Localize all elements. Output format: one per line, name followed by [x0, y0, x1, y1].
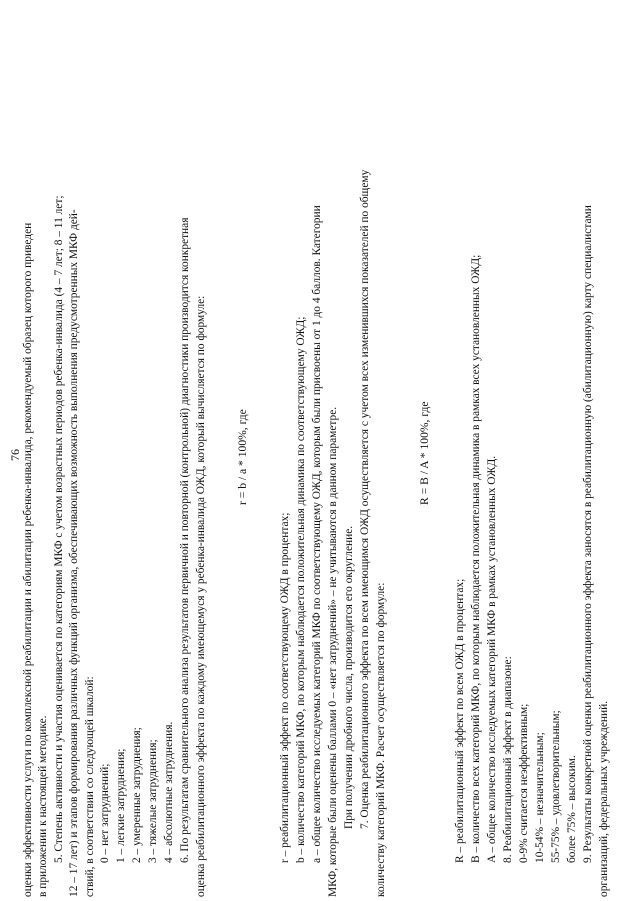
text-line: 1 – легкие затруднения; — [115, 748, 127, 863]
text-line: 7. Оценка реабилитационного эффекта по всем имеющимся ОЖД осуществляется с учетом всех изменившихся показателей по общему — [359, 169, 371, 829]
text-line: 3 – тяжелые затруднения; — [147, 739, 159, 863]
text-line: R – реабилитационный эффект по всем ОЖД в процентах; — [454, 578, 466, 863]
text-line: более 75% – высоким. — [566, 755, 578, 863]
text-line: 6. По результатам сравнительного анализа результатов первичной и повторной (контрольной) диагностики производится конкретная — [179, 217, 191, 863]
text-line: b – количество категорий МКФ, по которым наблюдается положительная динамика по соответствующему ОЖД; — [295, 316, 307, 863]
text-line: 5. Степень активности и участия оценивается по категориям МКФ с учетом возрастных периодов ребенка-инвалида (4 – 7 лет; 8 – 11 лет; — [53, 195, 65, 863]
page-number: 76 — [8, 449, 22, 461]
text-line: количеству категорий МКФ. Расчет осуществляется по формуле: — [375, 582, 387, 897]
text-line: 4 – абсолютные затруднения. — [163, 721, 175, 863]
formula-r: r = b / a * 100%, где — [236, 409, 249, 505]
text-line: МКФ, которые были оценены баллами 0 – «нет затруднений» – не учитываются в данном параметре. — [327, 406, 339, 897]
text-line: организаций, федеральных учреждений. — [598, 700, 610, 897]
text-line: A – общее количество исследуемых категорий МКФ в рамках установленных ОЖД. — [486, 455, 498, 863]
text-line: оценка реабилитационного эффекта по каждому имеющемуся у ребенка-инвалида ОЖД, который вычисляется по формуле: — [195, 295, 207, 897]
text-line: 0-9% считается неэффективным; — [518, 703, 530, 863]
text-line: 2 – умеренные затруднения; — [131, 727, 143, 863]
text-line: 0 – нет затруднений; — [99, 763, 111, 863]
text-line: При получении дробного числа, производится его округление. — [343, 525, 355, 829]
text-line: 55-75% – удовлетворительным; — [550, 710, 562, 863]
formula-R: R = B / A * 100%, где — [418, 401, 431, 505]
text-line: 10-54% – незначительным; — [534, 732, 546, 863]
text-line: ствий, в соответствии со следующей шкалой: — [84, 676, 96, 897]
text-line: 12 – 17 лет) и этапов формирования различных функций организма, обеспечивающих возможность выполнения предусмотренных МКФ дей- — [68, 209, 80, 897]
text-line: B – количество всех категорий МКФ, по которым наблюдается положительная динамика в рамках всех установленных ОЖД; — [470, 254, 482, 863]
text-line: 9. Результаты конкретной оценки реабилитационного эффекта заносятся в реабилитационную (абилитационную) карту специалистами — [582, 205, 594, 863]
text-line: оценки эффективности услуги по комплексной реабилитации и абилитации ребенка-инвалида, рекомендуемый образец которого приведен — [22, 222, 34, 897]
text-line: 8. Реабилитационный эффект в диапазоне: — [502, 656, 514, 863]
text-line: r – реабилитационный эффект по соответствующему ОЖД в процентах; — [279, 512, 291, 863]
text-line: в приложении к настоящей методике. — [37, 715, 49, 897]
text-line: a – общее количество исследуемых категорий МКФ по соответствующему ОЖД, которым были присвоены от 1 до 4 баллов. Категории — [311, 205, 323, 863]
